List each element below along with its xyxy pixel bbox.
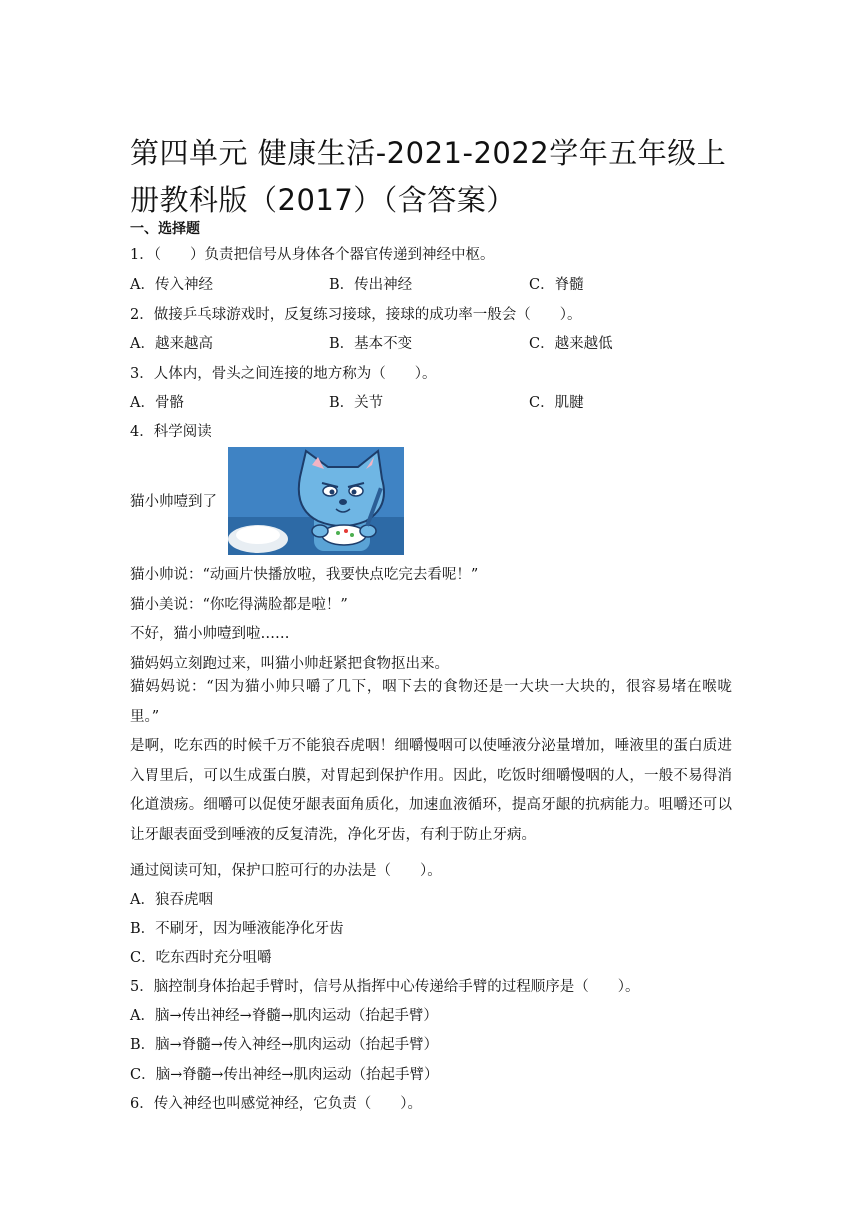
- reading-paragraph-main: 是啊，吃东西的时候千万不能狼吞虎咽！细嚼慢咽可以使唾液分泌量增加，唾液里的蛋白质进入胃里后，可以生成蛋白膜，对胃起到保护作用。因此，吃饭时细嚼慢咽的人，一般不易得消化道溃疡。细嚼可以促使牙龈表面角质化，加速血液循环，提高牙龈的抗病能力。咀嚼还可以让牙龈表面受到唾液的反复清洗，净化牙齿，有利于防止牙病。: [130, 738, 732, 844]
- cartoon-cat-eating-illustration: [228, 447, 404, 555]
- q5-option-c: C．脑→脊髓→传出神经→肌肉运动（抬起手臂）: [130, 1067, 439, 1083]
- q1-option-a: A．传入神经: [130, 277, 213, 293]
- q4-option-c: C．吃东西时充分咀嚼: [130, 950, 272, 966]
- question-2-stem: 2．做接乒乓球游戏时，反复练习接球，接球的成功率一般会（ ）。: [130, 307, 582, 323]
- reading-line-1: 猫小帅说：“动画片快播放啦，我要快点吃完去看呢！”: [130, 567, 479, 583]
- q2-option-a: A．越来越高: [130, 336, 213, 352]
- cat-illustration-icon: [228, 447, 404, 555]
- question-4-stem: 4．科学阅读: [130, 424, 212, 440]
- question-1-stem: 1．（ ）负责把信号从身体各个器官传递到神经中枢。: [130, 247, 495, 263]
- q5-option-b: B．脑→脊髓→传入神经→肌肉运动（抬起手臂）: [130, 1037, 439, 1053]
- q3-option-c: C．肌腱: [529, 395, 584, 411]
- reading-line-2: 猫小美说：“你吃得满脸都是啦！”: [130, 597, 348, 613]
- section-heading: 一、选择题: [130, 221, 200, 237]
- q3-option-b: B．关节: [329, 395, 384, 411]
- question-6-stem: 6．传入神经也叫感觉神经，它负责（ ）。: [130, 1096, 422, 1112]
- question-5-stem: 5．脑控制身体抬起手臂时，信号从指挥中心传递给手臂的过程顺序是（ ）。: [130, 979, 640, 995]
- q4-option-a: A．狼吞虎咽: [130, 892, 213, 908]
- page-title: 第四单元 健康生活-2021-2022学年五年级上册教科版（2017）（含答案）: [130, 136, 727, 217]
- reading-line-3: 不好，猫小帅噎到啦……: [130, 626, 290, 642]
- question-3-stem: 3．人体内，骨头之间连接的地方称为（ ）。: [130, 366, 437, 382]
- image-caption: 猫小帅噎到了: [130, 494, 217, 510]
- q1-option-b: B．传出神经: [329, 277, 413, 293]
- question-4-prompt: 通过阅读可知，保护口腔可行的办法是（ ）。: [130, 863, 442, 879]
- q2-option-b: B．基本不变: [329, 336, 413, 352]
- q5-option-a: A．脑→传出神经→脊髓→肌肉运动（抬起手臂）: [130, 1008, 438, 1024]
- q4-option-b: B．不刷牙，因为唾液能净化牙齿: [130, 921, 344, 937]
- q1-option-c: C．脊髓: [529, 277, 584, 293]
- reading-paragraph-mom: 猫妈妈说：“因为猫小帅只嚼了几下，咽下去的食物还是一大块一大块的，很容易堵在喉咙里。”: [130, 679, 732, 725]
- q3-option-a: A．骨骼: [130, 395, 184, 411]
- reading-line-4: 猫妈妈立刻跑过来，叫猫小帅赶紧把食物抠出来。: [130, 656, 449, 672]
- q2-option-c: C．越来越低: [529, 336, 613, 352]
